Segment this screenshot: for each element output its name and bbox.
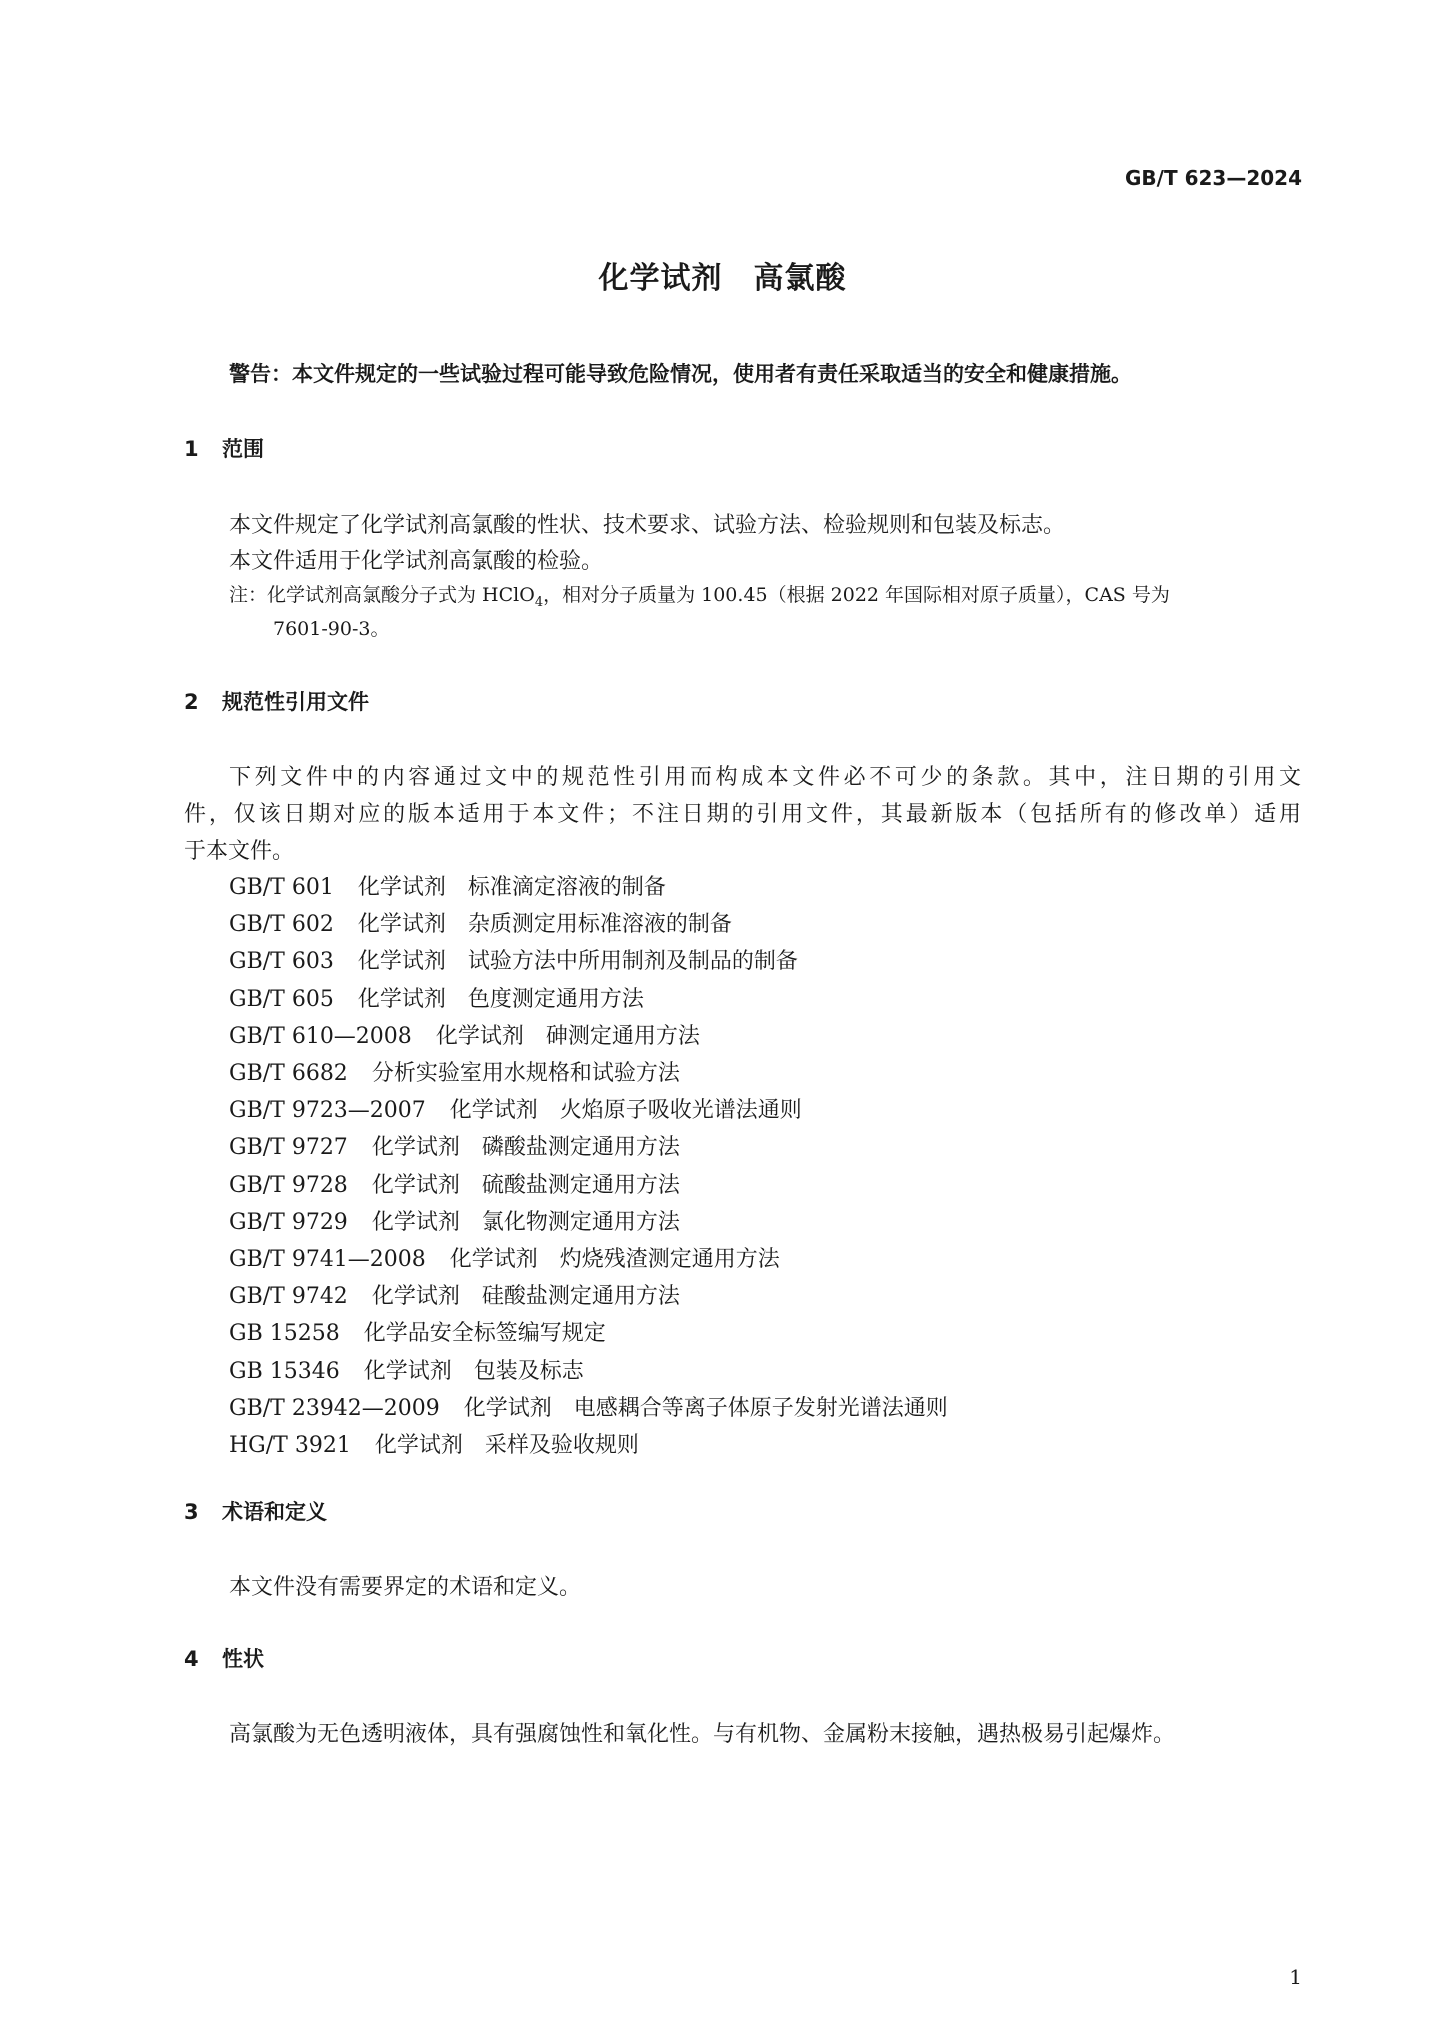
- reference-item: [229, 1242, 780, 1273]
- reference-code: HG/T 3921: [229, 1433, 351, 1458]
- page-number: 1: [1289, 1965, 1302, 1989]
- reference-item: [229, 1093, 802, 1124]
- reference-item: [229, 1019, 700, 1050]
- reference-code: GB/T 9742: [229, 1284, 348, 1309]
- section-number: 3: [184, 1500, 199, 1524]
- reference-title: 化学试剂 色度测定通用方法: [357, 987, 644, 1012]
- section-3-heading: [184, 1496, 327, 1526]
- reference-title: 化学试剂 硅酸盐测定通用方法: [371, 1284, 680, 1309]
- scope-paragraph-2: 本文件适用于化学试剂高氯酸的检验。: [229, 549, 604, 574]
- reference-item: [229, 982, 644, 1013]
- section-1-heading: [184, 433, 264, 463]
- section-2-heading: [184, 686, 369, 716]
- reference-code: GB/T 9728: [229, 1173, 348, 1198]
- normative-intro-line-3: 于本文件。: [184, 839, 295, 864]
- reference-item: [229, 1391, 948, 1422]
- reference-item: [229, 870, 666, 901]
- section-title: 规范性引用文件: [222, 690, 369, 714]
- section-title: 范围: [222, 437, 264, 461]
- note-subscript: 4: [534, 594, 544, 610]
- properties-paragraph: 高氯酸为无色透明液体，具有强腐蚀性和氧化性。与有机物、金属粉末接触，遇热极易引起爆炸。: [229, 1722, 1176, 1747]
- reference-title: 化学品安全标签编写规定: [363, 1321, 606, 1346]
- section-number: 1: [184, 437, 199, 461]
- reference-code: GB/T 601: [229, 875, 334, 900]
- reference-item: [229, 1279, 680, 1310]
- reference-item: [229, 1130, 680, 1161]
- normative-intro-line-2: 件，仅该日期对应的版本适用于本文件；不注日期的引用文件，其最新版本（包括所有的修改单）适用: [184, 802, 1301, 827]
- reference-title: 化学试剂 采样及验收规则: [374, 1433, 639, 1458]
- reference-item: [229, 1316, 606, 1347]
- reference-code: GB/T 603: [229, 949, 334, 974]
- reference-title: 化学试剂 标准滴定溶液的制备: [357, 875, 666, 900]
- reference-code: GB/T 605: [229, 987, 334, 1012]
- reference-title: 化学试剂 氯化物测定通用方法: [371, 1210, 680, 1235]
- reference-item: [229, 1354, 584, 1385]
- reference-item: [229, 1056, 680, 1087]
- reference-item: [229, 1205, 680, 1236]
- reference-title: 化学试剂 试验方法中所用制剂及制品的制备: [357, 949, 798, 974]
- reference-item: [229, 944, 798, 975]
- scope-note: [229, 580, 1170, 610]
- note-text-suffix: ，相对分子质量为 100.45（根据 2022 年国际相对原子质量），CAS 号为: [543, 584, 1170, 606]
- reference-title: 化学试剂 磷酸盐测定通用方法: [371, 1135, 680, 1160]
- section-title: 性状: [222, 1647, 264, 1671]
- document-title: 化学试剂 高氯酸: [598, 261, 847, 296]
- reference-title: 化学试剂 火焰原子吸收光谱法通则: [449, 1098, 802, 1123]
- reference-title: 化学试剂 砷测定通用方法: [435, 1024, 700, 1049]
- reference-item: [229, 1428, 639, 1459]
- standard-code: GB/T 623—2024: [1125, 166, 1302, 190]
- section-4-heading: [184, 1643, 264, 1673]
- reference-item: [229, 1168, 680, 1199]
- reference-code: GB 15346: [229, 1359, 340, 1384]
- reference-code: GB/T 9727: [229, 1135, 348, 1160]
- reference-code: GB/T 9741—2008: [229, 1247, 426, 1272]
- reference-title: 化学试剂 杂质测定用标准溶液的制备: [357, 912, 732, 937]
- note-text: 注：化学试剂高氯酸分子式为 HClO: [229, 584, 535, 606]
- reference-code: GB/T 610—2008: [229, 1024, 412, 1049]
- section-title: 术语和定义: [222, 1500, 327, 1524]
- reference-title: 化学试剂 电感耦合等离子体原子发射光谱法通则: [463, 1396, 948, 1421]
- reference-code: GB/T 9723—2007: [229, 1098, 426, 1123]
- reference-code: GB/T 9729: [229, 1210, 348, 1235]
- reference-title: 分析实验室用水规格和试验方法: [371, 1061, 680, 1086]
- warning-text: 警告：本文件规定的一些试验过程可能导致危险情况，使用者有责任采取适当的安全和健康措施。: [229, 362, 1132, 386]
- scope-note-line-2: 7601-90-3。: [273, 618, 390, 640]
- reference-title: 化学试剂 硫酸盐测定通用方法: [371, 1173, 680, 1198]
- reference-code: GB/T 23942—2009: [229, 1396, 440, 1421]
- terms-paragraph: 本文件没有需要界定的术语和定义。: [229, 1575, 582, 1600]
- reference-title: 化学试剂 包装及标志: [363, 1359, 584, 1384]
- section-number: 2: [184, 690, 199, 714]
- reference-code: GB/T 602: [229, 912, 334, 937]
- reference-code: GB 15258: [229, 1321, 340, 1346]
- normative-intro-line-1: 下列文件中的内容通过文中的规范性引用而构成本文件必不可少的条款。其中，注日期的引用文: [229, 765, 1301, 790]
- reference-title: 化学试剂 灼烧残渣测定通用方法: [449, 1247, 780, 1272]
- scope-paragraph-1: 本文件规定了化学试剂高氯酸的性状、技术要求、试验方法、检验规则和包装及标志。: [229, 513, 1066, 538]
- section-number: 4: [184, 1647, 199, 1671]
- reference-code: GB/T 6682: [229, 1061, 348, 1086]
- reference-item: [229, 907, 732, 938]
